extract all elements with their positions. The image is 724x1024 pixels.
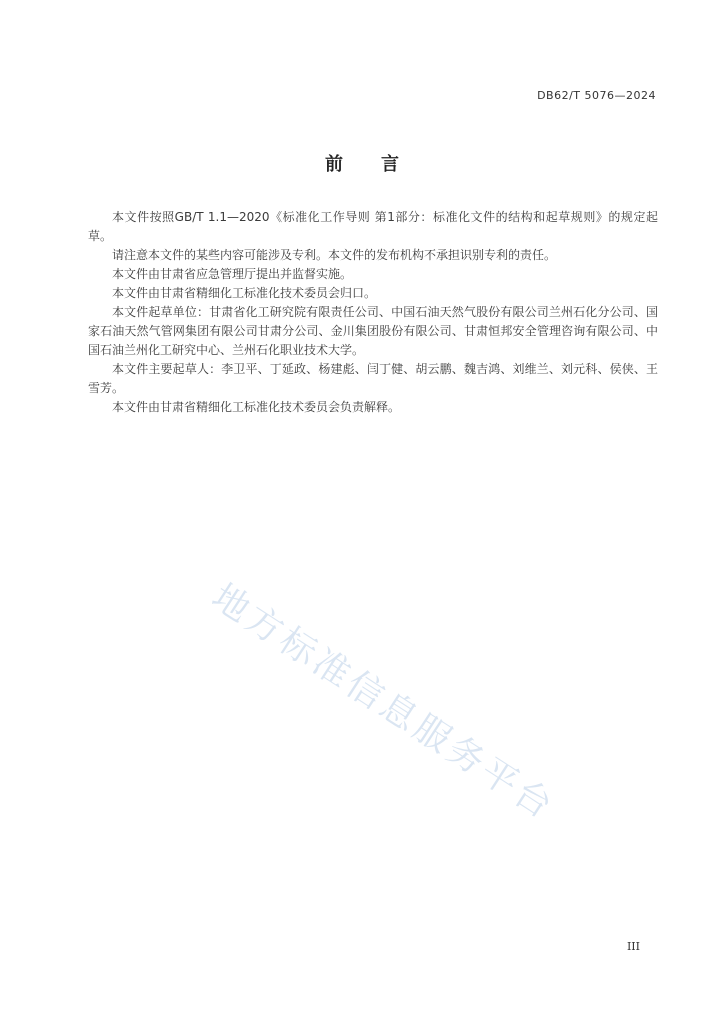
paragraph-drafting-basis: 本文件按照GB/T 1.1—2020《标准化工作导则 第1部分：标准化文件的结构和起草规则》的规定起草。 — [88, 210, 658, 243]
paragraph-drafting-units: 本文件起草单位：甘肃省化工研究院有限责任公司、中国石油天然气股份有限公司兰州石化分公司、国家石油天然气管网集团有限公司甘肃分公司、金川集团股份有限公司、甘肃恒邦安全管理咨询有限公司、中国石油兰州化工研究中心、兰州石化职业技术大学。 — [88, 305, 658, 357]
paragraph-interpretation: 本文件由甘肃省精细化工标准化技术委员会负责解释。 — [112, 400, 401, 414]
document-code: DB62/T 5076—2024 — [537, 89, 656, 102]
foreword-body — [88, 208, 658, 417]
page-number: III — [626, 940, 640, 953]
watermark: 地方标准信息服务平台 — [204, 576, 563, 829]
page-title: 前言 — [325, 154, 437, 175]
paragraph-proposer: 本文件由甘肃省应急管理厅提出并监督实施。 — [112, 267, 353, 281]
paragraph-administrator: 本文件由甘肃省精细化工标准化技术委员会归口。 — [112, 286, 377, 300]
paragraph-patent-notice: 请注意本文件的某些内容可能涉及专利。本文件的发布机构不承担识别专利的责任。 — [112, 248, 557, 262]
paragraph-drafters: 本文件主要起草人：李卫平、丁延政、杨建彪、闫丁健、胡云鹏、魏吉鸿、刘维兰、刘元科、侯侠、王雪芳。 — [88, 362, 658, 395]
